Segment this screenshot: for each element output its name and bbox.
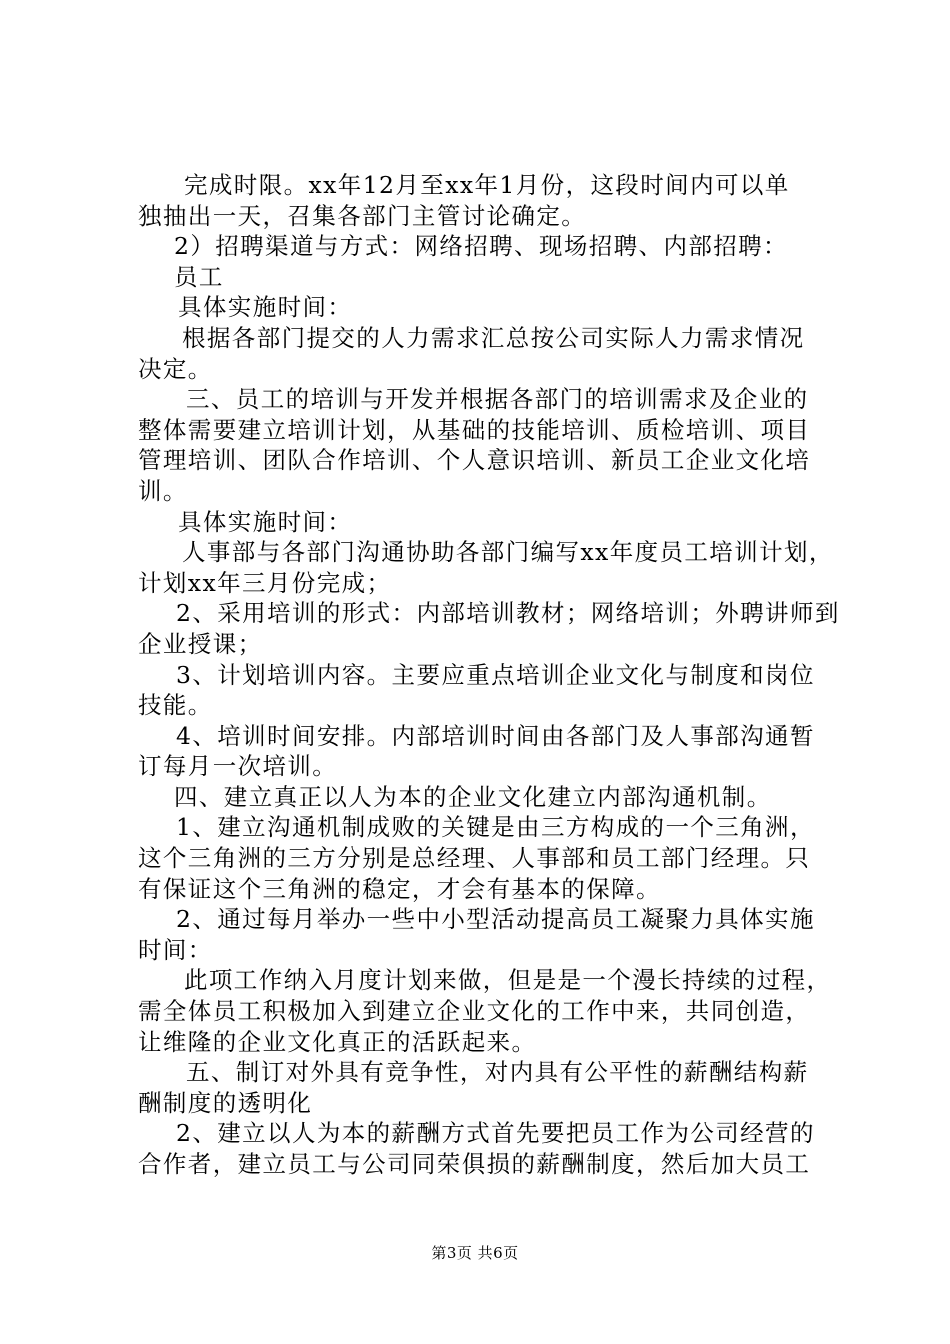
text-line-content: 2）招聘渠道与方式：网络招聘、现场招聘、内部招聘：: [174, 232, 788, 261]
text-line: [138, 935, 838, 966]
text-line: [138, 690, 838, 721]
text-line-content: 订每月一次培训。: [138, 752, 338, 781]
text-line-content: 有保证这个三角洲的稳定，才会有基本的保障。: [138, 874, 661, 903]
text-line: [138, 1149, 838, 1180]
text-line: [138, 721, 838, 752]
text-line: [138, 323, 838, 354]
page-footer: [0, 1243, 950, 1263]
text-line-content: 此项工作纳入月度计划来做，但是是一个漫长持续的过程，: [184, 966, 832, 995]
text-line: [138, 1027, 838, 1058]
document-body: [138, 170, 838, 1180]
text-line: [138, 996, 838, 1027]
text-line-content: 时间：: [138, 935, 213, 964]
text-line-content: 2、建立以人为本的薪酬方式首先要把员工作为公司经营的: [176, 1119, 815, 1148]
page-number-label: 第3页 共6页: [431, 1244, 519, 1262]
text-line-content: 1、建立沟通机制成败的关键是由三方构成的一个三角洲，: [176, 813, 815, 842]
text-line: [138, 231, 838, 262]
text-line: [138, 843, 838, 874]
text-line-content: 人事部与各部门沟通协助各部门编写xx年度员工培训计划，: [182, 538, 834, 567]
text-line: [138, 507, 838, 538]
text-line-content: 企业授课；: [138, 629, 263, 658]
text-line-content: 整体需要建立培训计划，从基础的技能培训、质检培训、项目: [138, 415, 811, 444]
text-line-content: 四、建立真正以人为本的企业文化建立内部沟通机制。: [174, 782, 772, 811]
text-line-content: 合作者，建立员工与公司同荣俱损的薪酬制度，然后加大员工: [138, 1150, 811, 1178]
text-line-content: 3、计划培训内容。主要应重点培训企业文化与制度和岗位: [176, 660, 815, 689]
text-line: [138, 262, 838, 293]
text-line: [138, 965, 838, 996]
text-line: [138, 354, 838, 385]
text-line-content: 酬制度的透明化: [138, 1088, 313, 1117]
text-line: [138, 751, 838, 782]
text-line-content: 完成时限。xx年12月至xx年1月份，这段时间内可以单: [184, 171, 790, 199]
text-line-content: 让维隆的企业文化真正的活跃起来。: [138, 1027, 537, 1056]
text-line-content: 管理培训、团队合作培训、个人意识培训、新员工企业文化培: [138, 446, 811, 475]
text-line-content: 训。: [138, 476, 188, 505]
text-line-content: 需全体员工积极加入到建立企业文化的工作中来，共同创造，: [138, 997, 811, 1026]
text-line-content: 决定。: [138, 354, 213, 383]
text-line: [138, 1118, 838, 1149]
text-line: [138, 782, 838, 813]
text-line-content: 员工: [174, 262, 224, 291]
text-line-content: 2、采用培训的形式：内部培训教材；网络培训；外聘讲师到: [176, 599, 840, 628]
text-line-content: 这个三角洲的三方分别是总经理、人事部和员工部门经理。只: [138, 844, 811, 873]
text-line: [138, 660, 838, 691]
text-line: [138, 812, 838, 843]
text-line: [138, 568, 838, 599]
text-line-content: 具体实施时间：: [178, 293, 353, 322]
text-line: [138, 629, 838, 660]
text-line: [138, 1088, 838, 1119]
text-line: [138, 170, 838, 201]
text-line: [138, 415, 838, 446]
text-line: [138, 537, 838, 568]
text-line: [138, 598, 838, 629]
text-line: [138, 445, 838, 476]
text-line: [138, 384, 838, 415]
text-line: [138, 292, 838, 323]
text-line-content: 独抽出一天，召集各部门主管讨论确定。: [138, 201, 587, 230]
text-line-content: 4、培训时间安排。内部培训时间由各部门及人事部沟通暂: [176, 721, 815, 750]
text-line-content: 技能。: [138, 691, 213, 720]
text-line: [138, 874, 838, 905]
text-line-content: 具体实施时间：: [178, 507, 353, 536]
text-line: [138, 476, 838, 507]
text-line-content: 三、员工的培训与开发并根据各部门的培训需求及企业的: [186, 385, 809, 414]
text-line-content: 计划xx年三月份完成；: [138, 568, 392, 597]
text-line: [138, 1057, 838, 1088]
text-line-content: 根据各部门提交的人力需求汇总按公司实际人力需求情况: [182, 323, 805, 352]
text-line-content: 2、通过每月举办一些中小型活动提高员工凝聚力具体实施: [176, 905, 815, 934]
text-line-content: 五、制订对外具有竞争性，对内具有公平性的薪酬结构薪: [186, 1058, 809, 1087]
text-line: [138, 904, 838, 935]
text-line: [138, 201, 838, 232]
